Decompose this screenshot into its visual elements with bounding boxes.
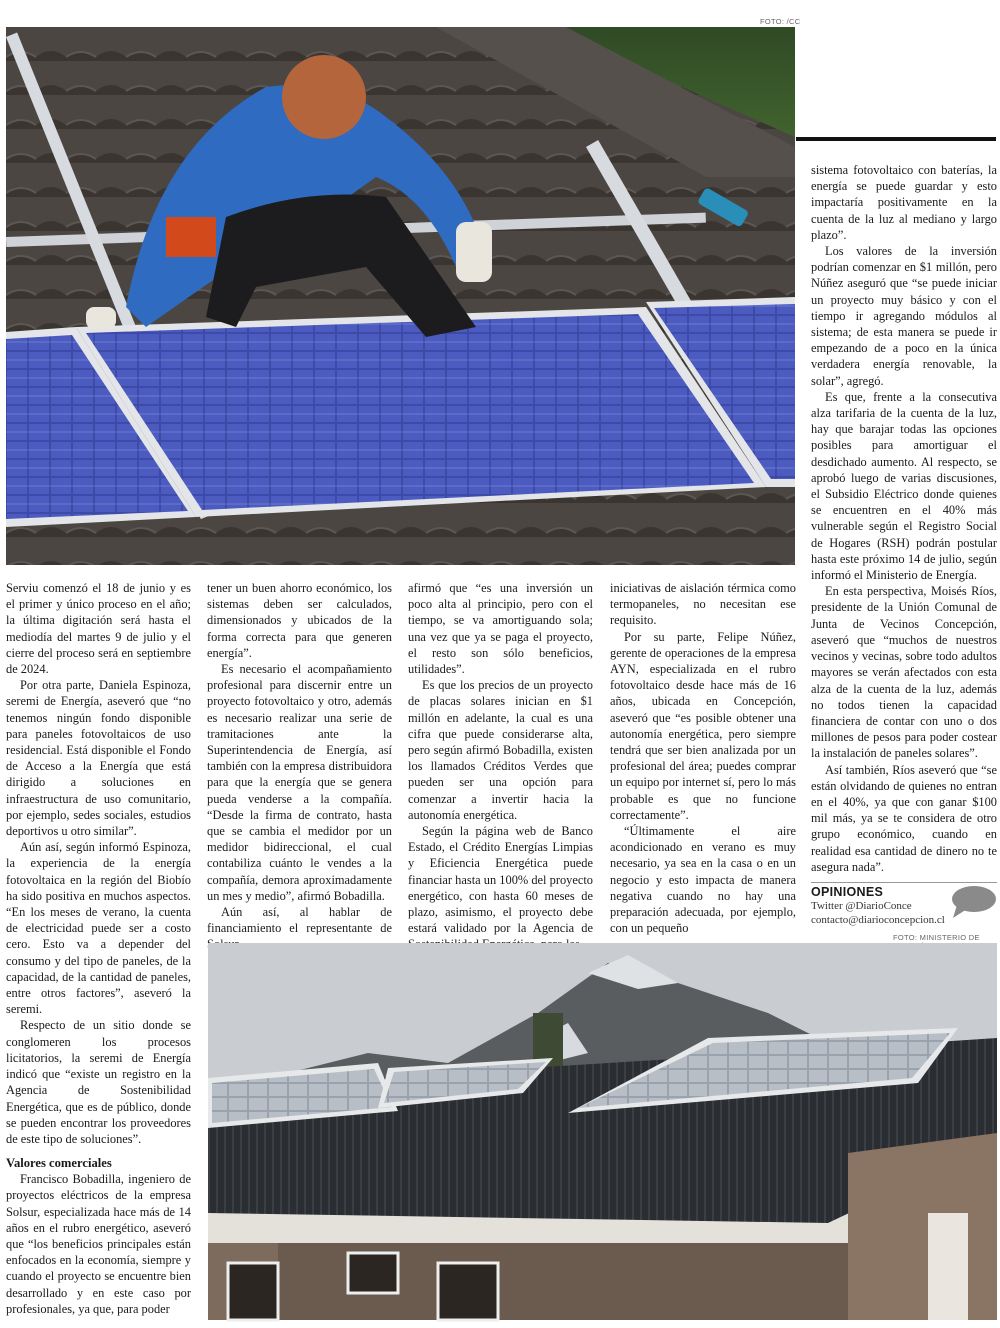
solar-roof-photo — [208, 943, 997, 1320]
house-roof-illustration — [208, 943, 997, 1320]
paragraph: Es necesario el acompañamiento profesional para discernir entre un proyecto fotovoltaico y otro, además es necesario realizar una serie de tramitaciones ante la Superintendencia de Energía, así también con la empresa distribuidora para que la energía que se genera pueda venderse a la compañía. “Desde la firma de contrato, hasta que se cambia el medidor por un medidor bidireccional, el cual contabiliza cuánto le vendes a la compañía, demora aproximadamente un mes y medio”, afirmó Bobadilla. — [207, 662, 392, 903]
paragraph: Es que, frente a la consecutiva alza tarifaria de la cuenta de la luz, hay que barajar todas las opciones posibles para amortiguar el desdichado aumento. Al respecto, se aprobó luego de varias discusiones, el Subsidio Eléctrico donde quienes se encuentren en el 40% más vulnerable según el Registro Social de Hogares (RSH) podrán postular hasta este próximo 14 de julio, según informó el Ministerio de Energía. — [811, 389, 997, 583]
paragraph: Es que los precios de un proyecto de placas solares inician en $1 millón en adelante, la cual es una cifra que puede considerarse alta, pero según afirmó Bobadilla, existen los llamados Créditos Verdes que pueden ser una opción para comenzar a invertir hacia la autonomía energética. — [408, 678, 593, 822]
paragraph: Aún así, según informó Espinoza, la experiencia de la energía fotovoltaica en la región del Biobío ha sido positiva en muchos aspectos. “En los meses de verano, la cuenta de electricidad puede ser a costo cero. Esto va a depender del consumo y del tipo de paneles, de la capacidad, de la cantidad de paneles, entre otros factores”, aseveró la seremi. — [6, 840, 191, 1017]
paragraph: “Últimamente el aire acondicionado en verano es muy necesario, ya sea en la casa o en un negocio y esto impacta de manera negativa cuando no hay una preparación adecuada, por ejemplo, con un pequeño — [610, 824, 796, 936]
article-column-4 — [610, 580, 796, 938]
paragraph: afirmó que “es una inversión un poco alta al principio, pero con el tiempo, se va amortiguando sola; una vez que ya se paga el proyecto, el resto son sólo beneficios, utilidades”. — [408, 581, 593, 677]
speech-bubble-icon — [949, 885, 997, 919]
article-column-2 — [207, 580, 392, 938]
photo-credit-bottom: FOTO: MINISTERIO DE — [893, 933, 980, 942]
paragraph: En esta perspectiva, Moisés Ríos, presidente de la Unión Comunal de Junta de Vecinos Concepción, aseveró que “muchos de nuestros vecinos y vecinas, sobre todo adultos mayores se verán afectados con esta alza de la cuenta de la luz, además no todos tienen la capacidad financiera de contar con uno o dos millones de pesos para poder costear la instalación de paneles solares”. — [811, 584, 997, 761]
paragraph: Según la página web de Banco Estado, el Crédito Energías Limpias y Eficiencia Energética puede financiar hasta un 100% del proyecto energético, con hasta 60 meses de plazo, asimismo, el proyecto debe estará validado por la Agencia de — [408, 824, 593, 936]
paragraph: tener un buen ahorro económico, los sistemas deben ser calculados, dimensionados y ubicados de la forma correcta para que generen energía”. — [207, 581, 392, 660]
opinions-title: OPINIONES — [811, 885, 884, 899]
paragraph: Por su parte, Felipe Núñez, gerente de operaciones de la empresa AYN, especializada en el rubro fotovoltaico desde hace más de 16 años, ubicada en Concepción, aseveró que “es posible obtener una autonomía energética, pero siempre tendrá que ser bien analizada por un profesional del área; puedes comprar un equipo por internet sí, pero lo más probable es que no funcione correctamente”. — [610, 629, 796, 822]
roof-worker-illustration — [6, 27, 795, 565]
article-column-1 — [6, 580, 191, 1320]
opinions-box — [811, 885, 997, 933]
section-rule — [796, 137, 996, 141]
paragraph: Aún así, al hablar de financiamiento el representante de — [207, 905, 392, 936]
paragraph: Así también, Ríos aseveró que “se están olvidando de quienes no entran en el 40%, ya que con ganar $100 mil más, ya se te considera de otro grupo económico, cuando en realidad esa cantidad de dinero no te asegura nada”. — [811, 762, 997, 874]
paragraph: Respecto de un sitio donde se conglomeren los procesos licitatorios, la seremi de Energía indicó que “existe un registro en la Agencia de Sostenibilidad Energética, que es de público, donde se pueden encontrar los proveedores de este tipo de soluciones”. — [6, 1018, 191, 1146]
opinions-twitter[interactable]: Twitter @DiarioConce — [811, 900, 912, 912]
paragraph: Por otra parte, Daniela Espinoza, seremi de Energía, aseveró que “no tenemos ningún fondo disponible para paneles fotovoltaicos de uso residencial. Está disponible el Fondo de Acceso a la Energía que está dirigido a soluciones en infraestructura de uso comunitario, por ejemplo, sedes sociales, estudios deportivos u otro similar”. — [6, 678, 191, 839]
subheading: Valores comerciales — [6, 1156, 112, 1171]
paragraph: sistema fotovoltaico con baterías, la energía se puede guardar y esto impactaría positivamente en la cuenta de la luz al mediano y largo plazo”. — [811, 163, 997, 242]
article-column-5 — [811, 162, 997, 882]
paragraph: Los valores de la inversión podrían comenzar en $1 millón, pero Núñez aseguró que “se puede iniciar un proyecto muy básico y con el tiempo ir agregando módulos al sistema; de esta manera se puede ir empezando de a poco en la única verdadera energía renovable, la solar”, agregó. — [811, 244, 997, 388]
paragraph: iniciativas de aislación térmica como termopaneles, no necesitan ese requisito. — [610, 581, 796, 628]
paragraph: Francisco Bobadilla, ingeniero de proyectos eléctricos de la empresa Solsur, especializada hace más de 14 años en el rubro energético, aseveró que “los beneficios principales están enfocados en la economía, siempre y cuando el proyecto se encuentre bien desarrollado y en este caso por profesionales, ya que, para poder — [6, 1172, 191, 1316]
article-column-3 — [408, 580, 593, 938]
solar-installation-photo — [6, 27, 795, 565]
opinions-email[interactable]: contacto@diarioconcepcion.cl — [811, 914, 945, 926]
opinions-rule — [811, 882, 997, 883]
photo-credit-top: FOTO: /CC — [760, 17, 801, 26]
paragraph: Serviu comenzó el 18 de junio y es el primer y único proceso en el año; la última digitación será hasta el mediodía del martes 9 de julio y el cierre del proceso será en septiembre de 2024. — [6, 581, 191, 677]
